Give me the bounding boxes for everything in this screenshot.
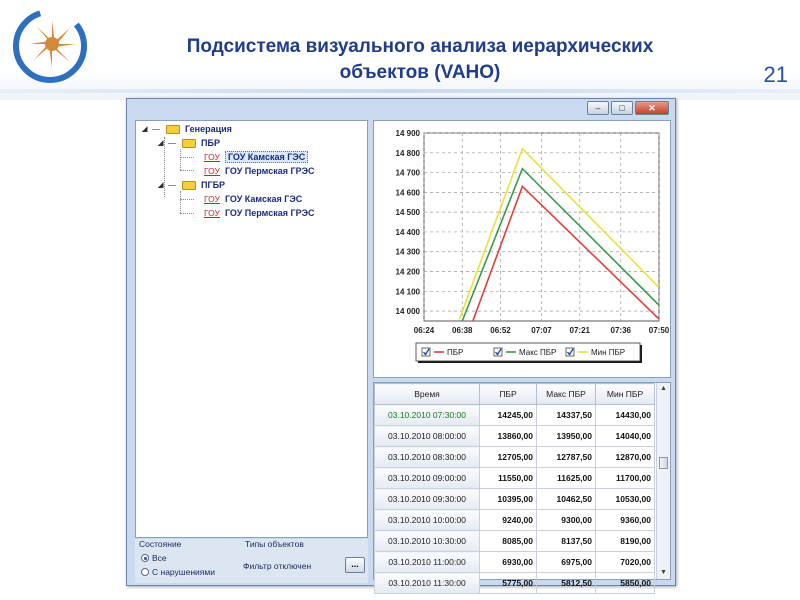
cell-time[interactable]: 03.10.2010 09:30:00 [375, 489, 480, 510]
tree-node-object[interactable] [204, 192, 302, 206]
collapse-arrow-icon[interactable]: ◢ [142, 126, 148, 133]
column-header-max[interactable]: Макс ПБР [537, 384, 596, 405]
cell-time[interactable]: 03.10.2010 10:30:00 [375, 531, 480, 552]
x-tick-label: 06:24 [413, 326, 435, 335]
collapse-arrow-icon[interactable]: ◢ [158, 140, 164, 147]
table-row[interactable] [375, 468, 655, 489]
table-row[interactable] [375, 447, 655, 468]
tree-node-group-pgbr[interactable]: ◢ — ПГБР [158, 180, 226, 190]
table-row[interactable] [375, 405, 655, 426]
table-row[interactable] [375, 426, 655, 447]
cell-time[interactable]: 03.10.2010 09:00:00 [375, 468, 480, 489]
cell-min-pbr[interactable]: 8190,00 [596, 531, 655, 552]
cell-time[interactable]: 03.10.2010 07:30:00 [375, 405, 480, 426]
x-tick-label: 07:21 [569, 326, 590, 335]
cell-pbr[interactable]: 9240,00 [480, 510, 537, 531]
radio-unchecked-icon[interactable] [141, 568, 149, 576]
cell-min-pbr[interactable]: 14430,00 [596, 405, 655, 426]
tree-connector [180, 170, 194, 171]
cell-max-pbr[interactable]: 11625,00 [537, 468, 596, 489]
column-header-time[interactable]: Время [375, 384, 480, 405]
collapse-arrow-icon[interactable]: ◢ [158, 182, 164, 189]
cell-pbr[interactable]: 8085,00 [480, 531, 537, 552]
cell-max-pbr[interactable]: 9300,00 [537, 510, 596, 531]
tree-connector [180, 213, 194, 214]
filter-status: Фильтр отключен [243, 561, 312, 571]
tree-node-label: Генерация [185, 124, 232, 134]
data-grid [373, 382, 671, 588]
company-logo-icon [6, 4, 90, 88]
radio-label: Все [152, 553, 167, 563]
cell-time[interactable]: 03.10.2010 11:00:00 [375, 552, 480, 573]
x-tick-label: 07:36 [610, 326, 631, 335]
cell-time[interactable]: 03.10.2010 08:30:00 [375, 447, 480, 468]
cell-pbr[interactable]: 12705,00 [480, 447, 537, 468]
gou-object-icon: ГОУ [204, 166, 220, 176]
cell-time[interactable]: 03.10.2010 08:00:00 [375, 426, 480, 447]
y-tick-label: 14 300 [395, 247, 420, 257]
x-tick-label: 06:38 [452, 326, 473, 335]
cell-min-pbr[interactable]: 9360,00 [596, 510, 655, 531]
cell-pbr[interactable]: 10395,00 [480, 489, 537, 510]
tree-node-object[interactable] [204, 164, 314, 178]
x-tick-label: 07:50 [648, 326, 670, 335]
cell-time[interactable]: 03.10.2010 11:30:00 [375, 573, 480, 594]
column-header-pbr[interactable]: ПБР [480, 384, 537, 405]
y-tick-label: 14 000 [395, 307, 420, 317]
scroll-up-icon[interactable]: ▲ [660, 385, 667, 392]
slide-title [120, 34, 720, 86]
object-tree [135, 120, 368, 538]
cell-min-pbr[interactable]: 12870,00 [596, 447, 655, 468]
tree-node-group-pbr[interactable]: ◢ — ПБР [158, 138, 220, 148]
maximize-button[interactable]: □ [611, 101, 633, 115]
values-table [374, 383, 655, 594]
y-tick-label: 14 200 [395, 267, 420, 277]
table-header-row [375, 384, 655, 405]
cell-pbr[interactable]: 5775,00 [480, 573, 537, 594]
gou-object-icon: ГОУ [204, 208, 220, 218]
radio-all[interactable] [141, 553, 167, 563]
header-divider [0, 89, 800, 93]
x-tick-label: 07:07 [531, 326, 552, 335]
minimize-button[interactable]: – [587, 101, 609, 115]
radio-checked-icon[interactable] [141, 554, 149, 562]
column-header-min[interactable]: Мин ПБР [596, 384, 655, 405]
window-controls [587, 101, 669, 117]
app-window [126, 98, 676, 586]
types-group-title: Типы объектов [245, 539, 304, 549]
cell-max-pbr[interactable]: 6975,00 [537, 552, 596, 573]
tree-node-label: ГОУ Пермская ГРЭС [224, 208, 315, 218]
cell-min-pbr[interactable]: 7020,00 [596, 552, 655, 573]
cell-max-pbr[interactable]: 8137,50 [537, 531, 596, 552]
cell-pbr[interactable]: 13860,00 [480, 426, 537, 447]
tree-node-object[interactable] [204, 150, 308, 164]
y-tick-label: 14 400 [395, 227, 420, 237]
tree-connector [180, 199, 194, 200]
cell-max-pbr[interactable]: 5812,50 [537, 573, 596, 594]
legend-label: Мин ПБР [591, 348, 626, 357]
cell-pbr[interactable]: 14245,00 [480, 405, 537, 426]
legend-label: Макс ПБР [519, 348, 557, 357]
table-row[interactable] [375, 510, 655, 531]
chart-panel [373, 120, 671, 378]
table-row[interactable] [375, 489, 655, 510]
tree-node-label: ГОУ Камская ГЭС [225, 151, 308, 163]
cell-max-pbr[interactable]: 13950,00 [537, 426, 596, 447]
y-tick-label: 14 600 [395, 188, 420, 198]
y-tick-label: 14 800 [395, 148, 420, 158]
table-row[interactable] [375, 573, 655, 594]
slide-header [0, 0, 800, 100]
radio-violations[interactable] [141, 567, 215, 577]
scroll-thumb[interactable] [659, 457, 668, 469]
cell-min-pbr[interactable]: 5850,00 [596, 573, 655, 594]
tree-node-label: ПГБР [201, 180, 226, 190]
tree-node-object[interactable] [204, 206, 314, 220]
gou-object-icon: ГОУ [204, 152, 220, 162]
tree-connector [180, 157, 194, 158]
folder-icon [182, 181, 196, 190]
x-tick-label: 06:52 [490, 326, 511, 335]
cell-max-pbr[interactable]: 14337,50 [537, 405, 596, 426]
radio-label: С нарушениями [152, 567, 215, 577]
legend-label: ПБР [447, 348, 464, 357]
tree-node-label: ПБР [201, 138, 220, 148]
vertical-scrollbar[interactable] [656, 383, 670, 579]
cell-pbr[interactable]: 11550,00 [480, 468, 537, 489]
folder-icon [182, 139, 196, 148]
folder-icon [166, 125, 180, 134]
cell-min-pbr[interactable]: 11700,00 [596, 468, 655, 489]
filter-settings-button[interactable]: ... [345, 557, 365, 573]
plot-area [424, 133, 659, 321]
tree-node-label: ГОУ Камская ГЭС [224, 194, 303, 204]
y-tick-label: 14 500 [395, 208, 420, 218]
line-chart [374, 121, 670, 377]
tree-node-root[interactable]: ◢ — Генерация [142, 124, 232, 134]
cell-min-pbr[interactable]: 10530,00 [596, 489, 655, 510]
tree-connector [180, 191, 181, 213]
tree-node-label: ГОУ Пермская ГРЭС [224, 166, 315, 176]
table-row[interactable] [375, 552, 655, 573]
tree-connector [180, 149, 181, 170]
y-tick-label: 14 900 [395, 129, 420, 138]
close-button[interactable]: ✕ [635, 101, 669, 115]
table-row[interactable] [375, 531, 655, 552]
y-tick-label: 14 100 [395, 287, 420, 297]
state-group-title: Состояние [139, 539, 182, 549]
gou-object-icon: ГОУ [204, 194, 220, 204]
cell-min-pbr[interactable]: 14040,00 [596, 426, 655, 447]
cell-pbr[interactable]: 6930,00 [480, 552, 537, 573]
slide-title-line-2: объектов (VAHO) [339, 62, 501, 83]
slide-number: 21 [763, 62, 788, 87]
slide-title-line-1: Подсистема визуального анализа иерархических [186, 36, 654, 57]
cell-time[interactable]: 03.10.2010 10:00:00 [375, 510, 480, 531]
cell-max-pbr[interactable]: 10462,50 [537, 489, 596, 510]
cell-max-pbr[interactable]: 12787,50 [537, 447, 596, 468]
scroll-down-icon[interactable]: ▼ [660, 569, 667, 576]
y-tick-label: 14 700 [395, 168, 420, 178]
